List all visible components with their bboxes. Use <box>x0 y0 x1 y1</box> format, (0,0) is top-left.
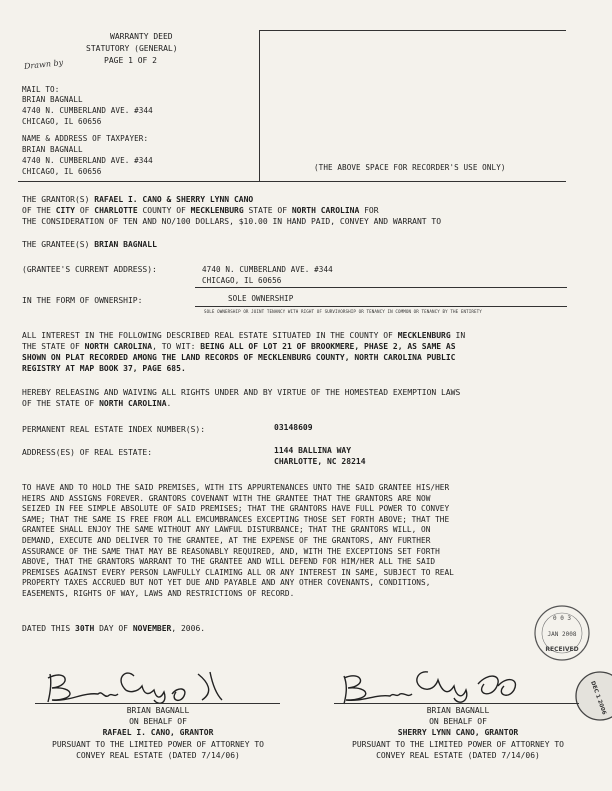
covenant-line: HEIRS AND ASSIGNS FOREVER. GRANTORS COVENANT WITH THE GRANTEE THAT THE GRANTORS ARE NOW <box>22 493 431 503</box>
interest-text: ALL INTEREST IN THE FOLLOWING DESCRIBED REAL ESTATE SITUATED IN THE COUNTY OF <box>22 331 393 340</box>
date-stamp <box>574 668 612 724</box>
interest-line-3: SHOWN ON PLAT RECORDED AMONG THE LAND RECORDS OF MECKLENBURG COUNTY, NORTH CAROLINA PUBLIC <box>22 353 456 362</box>
grantor-for: FOR <box>364 206 379 215</box>
recorder-space-note: (THE ABOVE SPACE FOR RECORDER'S USE ONLY) <box>314 163 506 172</box>
ownership-label: IN THE FORM OF OWNERSHIP: <box>22 296 143 305</box>
grantor-state-of: STATE OF <box>248 206 288 215</box>
covenant-line: DEMAND, EXECUTE AND DELIVER TO THE GRANTEE, AT THE EXPENSE OF THE GRANTORS, ANY FURTHER <box>22 535 431 545</box>
grantor-city: CHARLOTTE <box>94 206 138 215</box>
taxpayer-addr2: CHICAGO, IL 60656 <box>22 167 102 176</box>
pin-value: 03148609 <box>274 423 313 432</box>
grantee-line <box>22 240 157 249</box>
grantee-address-1: 4740 N. CUMBERLAND AVE. #344 <box>202 265 333 274</box>
grantee-prefix: THE GRANTEE(S) <box>22 240 90 249</box>
grantor-names: RAFAEL I. CANO & SHERRY LYNN CANO <box>94 195 254 204</box>
address-label: ADDRESS(ES) OF REAL ESTATE: <box>22 448 153 457</box>
grantor-location-line <box>22 206 379 215</box>
header-top-right-rule <box>259 30 566 31</box>
sig-left-name: BRIAN BAGNALL <box>126 706 190 715</box>
sig-left-pursuant: PURSUANT TO THE LIMITED POWER OF ATTORNEY TO <box>52 740 264 749</box>
grantee-address-2: CHICAGO, IL 60656 <box>202 276 282 285</box>
taxpayer-name: BRIAN BAGNALL <box>22 145 83 154</box>
dated-prefix: DATED THIS <box>22 624 71 633</box>
taxpayer-addr1: 4740 N. CUMBERLAND AVE. #344 <box>22 156 153 165</box>
grantor-state: NORTH CAROLINA <box>291 206 360 215</box>
covenant-line: EASEMENTS, RIGHTS OF WAY, LAWS AND RESTRICTIONS OF RECORD. <box>22 588 295 598</box>
received-stamp <box>532 603 592 663</box>
page-indicator: PAGE 1 OF 2 <box>104 56 157 65</box>
covenant-line: GRANTEE SHALL ENJOY THE SAME WITHOUT ANY LAWFUL DISTURBANCE; THAT THE GRANTORS WILL, ON <box>22 525 431 535</box>
dated-day-of: DAY OF <box>99 624 128 633</box>
deed-title: WARRANTY DEED <box>110 32 173 41</box>
dated-year: , 2006. <box>171 624 206 633</box>
handwritten-note: Drawn by <box>23 57 64 72</box>
interest-county: MECKLENBURG <box>397 331 451 340</box>
sig-right-pursuant: PURSUANT TO THE LIMITED POWER OF ATTORNEY TO <box>352 740 564 749</box>
grantor-line <box>22 195 253 204</box>
covenant-line: ABOVE, THAT THE GRANTORS WARRANT TO THE GRANTEE AND WILL DEFEND FOR HIM/HER ALL THE SAID <box>22 557 436 567</box>
ownership-options: SOLE OWNERSHIP OR JOINT TENANCY WITH RIGHT OF SURVIVORSHIP OR TENANCY IN COMMON OR TENANCY BY THE ENTIRETY <box>204 309 482 314</box>
interest-line-2 <box>22 342 456 351</box>
signature-right <box>338 664 548 706</box>
covenant-line: SAME; THAT THE SAME IS FREE FROM ALL EMCUMBRANCES EXCEPTING THOSE SET FORTH ABOVE; THAT THE <box>22 514 450 524</box>
received-stamp-bottom: RECEIVED <box>545 646 579 653</box>
signature-left <box>38 664 238 706</box>
grantee-address-label: (GRANTEE'S CURRENT ADDRESS): <box>22 265 157 274</box>
deed-subtitle: STATUTORY (GENERAL) <box>86 44 178 53</box>
mail-to-addr2: CHICAGO, IL 60656 <box>22 117 102 126</box>
homestead-period: . <box>166 399 172 408</box>
sig-left-behalf: ON BEHALF OF <box>129 717 187 726</box>
grantor-county: MECKLENBURG <box>190 206 244 215</box>
pin-label: PERMANENT REAL ESTATE INDEX NUMBER(S): <box>22 425 206 434</box>
mail-to-name: BRIAN BAGNALL <box>22 95 83 104</box>
covenant-paragraph <box>22 483 454 600</box>
interest-state-of: THE STATE OF <box>22 342 80 351</box>
header-vertical-rule <box>259 30 260 182</box>
sig-left-grantor: RAFAEL I. CANO, GRANTOR <box>102 728 214 737</box>
covenant-line: SEIZED IN FEE SIMPLE ABSOLUTE OF SAID PREMISES; THAT THE GRANTORS HAVE FULL POWER TO CONVEY <box>22 504 450 514</box>
interest-to-wit: , TO WIT: <box>152 342 196 351</box>
covenant-line: TO HAVE AND TO HOLD THE SAID PREMISES, WITH ITS APPURTENANCES UNTO THE SAID GRANTEE HIS/HER <box>22 483 450 492</box>
address-line-1: 1144 BALLINA WAY <box>274 446 352 455</box>
homestead-state: NORTH CAROLINA <box>99 399 167 408</box>
dated-line <box>22 624 205 633</box>
interest-line-4: REGISTRY AT MAP BOOK 37, PAGE 685. <box>22 364 186 373</box>
covenant-line: PROPERTY TAXES ACCRUED BUT NOT YET DUE AND PAYABLE AND ANY OTHER COVENANTS, CONDITIONS, <box>22 578 431 588</box>
grantee-address-rule <box>195 287 567 288</box>
sig-right-convey: CONVEY REAL ESTATE (DATED 7/14/06) <box>376 751 540 760</box>
signature-line-left <box>35 703 280 704</box>
homestead-line-2 <box>22 399 171 408</box>
homestead-state-of: OF THE STATE OF <box>22 399 95 408</box>
grantor-city-label: CITY <box>55 206 75 215</box>
interest-line-1 <box>22 331 465 340</box>
mail-to-label: MAIL TO: <box>22 85 60 94</box>
grantee-name: BRIAN BAGNALL <box>94 240 157 249</box>
ownership-rule <box>195 306 567 307</box>
interest-state: NORTH CAROLINA <box>84 342 153 351</box>
received-stamp-top: 0 0 3 <box>552 615 572 622</box>
sig-right-grantor: SHERRY LYNN CANO, GRANTOR <box>397 728 519 737</box>
received-stamp-mid: JAN 2008 <box>547 631 577 638</box>
address-line-2: CHARLOTTE, NC 28214 <box>274 457 366 466</box>
interest-in: IN <box>455 331 466 340</box>
header-bottom-rule <box>18 181 566 182</box>
dated-day: 30TH <box>75 624 95 633</box>
grantor-of: OF <box>79 206 90 215</box>
covenant-line: PREMISES AGAINST EVERY PERSON LAWFULLY CLAIMING ALL OR ANY INTEREST IN SAME, SUBJECT TO REAL <box>22 567 454 577</box>
covenant-line: ASSURANCE OF THE SAME THAT MAY BE REASONABLY REQUIRED, AND, WITH THE EXCEPTIONS SET FORTH <box>22 546 440 556</box>
legal-description-start: BEING ALL OF LOT 21 OF BROOKMERE, PHASE 2, AS SAME AS <box>200 342 456 351</box>
mail-to-addr1: 4740 N. CUMBERLAND AVE. #344 <box>22 106 153 115</box>
date-stamp-text: DEC 1 2006 <box>589 680 607 716</box>
signature-line-right <box>334 703 579 704</box>
taxpayer-label: NAME & ADDRESS OF TAXPAYER: <box>22 134 149 143</box>
consideration-line: THE CONSIDERATION OF TEN AND NO/100 DOLLARS, $10.00 IN HAND PAID, CONVEY AND WARRANT TO <box>22 217 442 226</box>
dated-month: NOVEMBER <box>132 624 172 633</box>
grantor-prefix: THE GRANTOR(S) <box>22 195 90 204</box>
homestead-line-1: HEREBY RELEASING AND WAIVING ALL RIGHTS UNDER AND BY VIRTUE OF THE HOMESTEAD EXEMPTION LAWS <box>22 388 461 397</box>
sig-left-convey: CONVEY REAL ESTATE (DATED 7/14/06) <box>76 751 240 760</box>
sig-right-name: BRIAN BAGNALL <box>426 706 490 715</box>
ownership-value: SOLE OWNERSHIP <box>228 294 294 303</box>
grantor-county-of: COUNTY OF <box>142 206 186 215</box>
grantor-of-the: OF THE <box>22 206 51 215</box>
sig-right-behalf: ON BEHALF OF <box>429 717 487 726</box>
